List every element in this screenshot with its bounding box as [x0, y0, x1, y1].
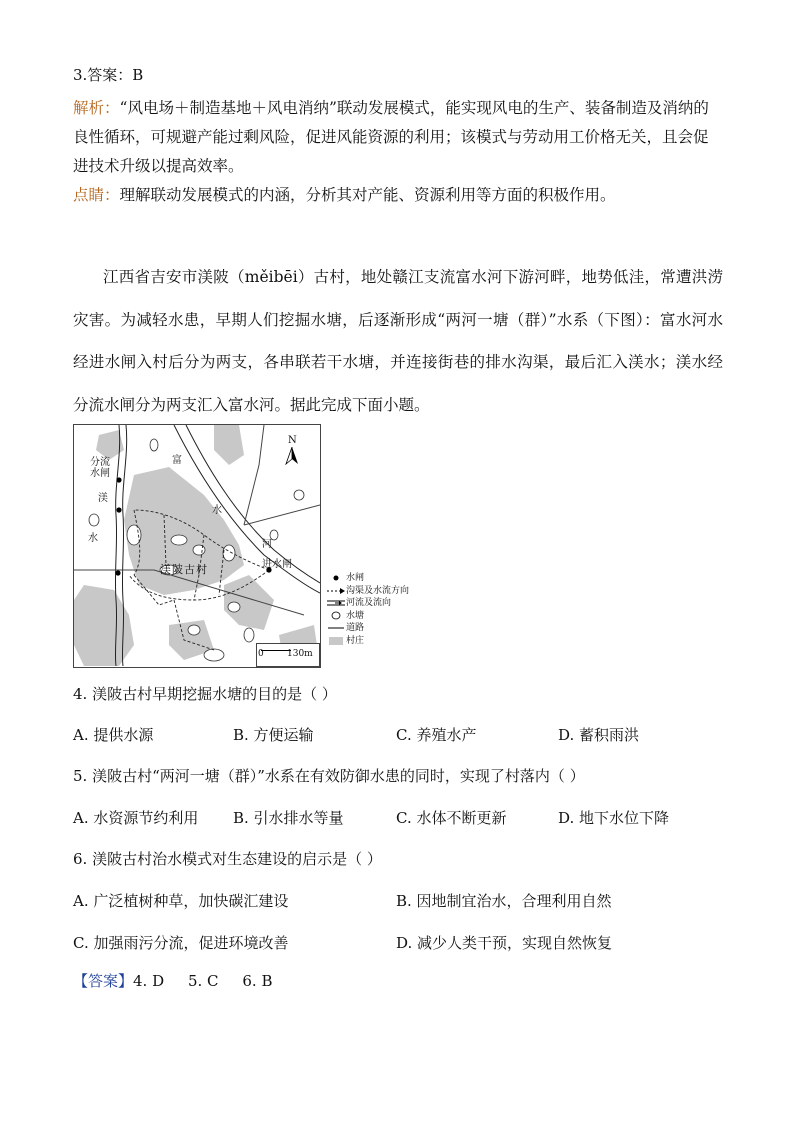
q3-analysis — [73, 94, 723, 181]
point-label: 点睛： — [73, 186, 120, 204]
village-water-map — [73, 424, 321, 668]
legend-pond: 水塘 — [326, 610, 409, 623]
village-label: 渼陂古村 — [160, 563, 208, 576]
mei-river-label-2: 水 — [88, 533, 98, 544]
q6-option-c: C. 加强雨污分流，促进环境改善 — [73, 934, 289, 952]
north-label: N — [288, 435, 297, 446]
q4-option-d: D. 蓄积雨洪 — [558, 726, 640, 744]
map-legend — [326, 572, 409, 647]
q4-option-c: C. 养殖水产 — [396, 726, 477, 744]
legend-sluice: 水闸 — [326, 572, 409, 585]
scale-value: 130m — [287, 649, 313, 659]
q5-option-d: D. 地下水位下降 — [558, 809, 670, 827]
legend-river: 河流及流向 — [326, 597, 409, 610]
q6-option-d: D. 减少人类干预，实现自然恢复 — [396, 934, 613, 952]
scale-zero: 0 — [258, 649, 264, 659]
legend-road: 道路 — [346, 623, 365, 634]
legend-ditch: 沟渠及水流方向 — [326, 585, 409, 598]
q3-point — [73, 181, 723, 210]
answers-text: 4. D 5. C 6. B — [133, 972, 273, 990]
answers-line — [73, 970, 272, 991]
fu-river-label-2: 水 — [212, 505, 222, 516]
q5-option-c: C. 水体不断更新 — [396, 809, 507, 827]
q4-option-a: A. 提供水源 — [73, 726, 154, 744]
q4-stem: 4. 渼陂古村早期挖掘水塘的目的是（ ） — [73, 685, 337, 703]
analysis-text: “风电场＋制造基地＋风电消纳”联动发展模式，能实现风电的生产、装备制造及消纳的良性循环，可规避产能过剩风险，促进风能资源的利用；该模式与劳动用工价格无关，且会促进技术升级以提高效率。 — [73, 99, 709, 175]
q5-option-b: B. 引水排水等量 — [233, 809, 344, 827]
legend-village: 村庄 — [326, 635, 409, 648]
q6-stem: 6. 渼陂古村治水模式对生态建设的启示是（ ） — [73, 850, 382, 868]
q5-option-a: A. 水资源节约利用 — [73, 809, 199, 827]
inlet-gate-label: 进水闸 — [262, 559, 292, 570]
map-graphic — [74, 425, 320, 667]
north-arrow-icon — [285, 447, 299, 465]
answers-tag: 【答案】 — [73, 972, 134, 990]
scale-box — [256, 643, 320, 667]
q3-answer-line: 3.答案：B — [73, 66, 144, 84]
passage-text: 江西省吉安市渼陂（měibēi）古村，地处赣江支流富水河下游河畔，地势低洼，常遭洪涝灾害。为减轻水患，早期人们挖掘水塘，后逐渐形成“两河一塘（群）”水系（下图）：富水河水经进水闸入村后分为两支，各串联若干水塘，并连接街巷的排水沟渠，最后汇入渼水；渼水经分流水闸分为两支汇入富水河。据此完成下面小题。 — [73, 268, 723, 414]
point-text: 理解联动发展模式的内涵，分析其对产能、资源利用等方面的积极作用。 — [119, 186, 616, 204]
q4-option-b: B. 方便运输 — [233, 726, 314, 744]
fu-river-label-3: 河 — [262, 539, 272, 550]
analysis-label: 解析： — [73, 99, 120, 117]
mei-river-label-1: 渼 — [98, 493, 108, 504]
q5-stem: 5. 渼陂古村“两河一塘（群）”水系在有效防御水患的同时，实现了村落内（ ） — [73, 767, 585, 785]
q6-option-a: A. 广泛植树种草，加快碳汇建设 — [73, 892, 289, 910]
fu-river-label-1: 富 — [172, 455, 182, 466]
q6-option-b: B. 因地制宜治水，合理利用自然 — [396, 892, 612, 910]
diversion-gate-label: 分流 水闸 — [90, 457, 110, 479]
